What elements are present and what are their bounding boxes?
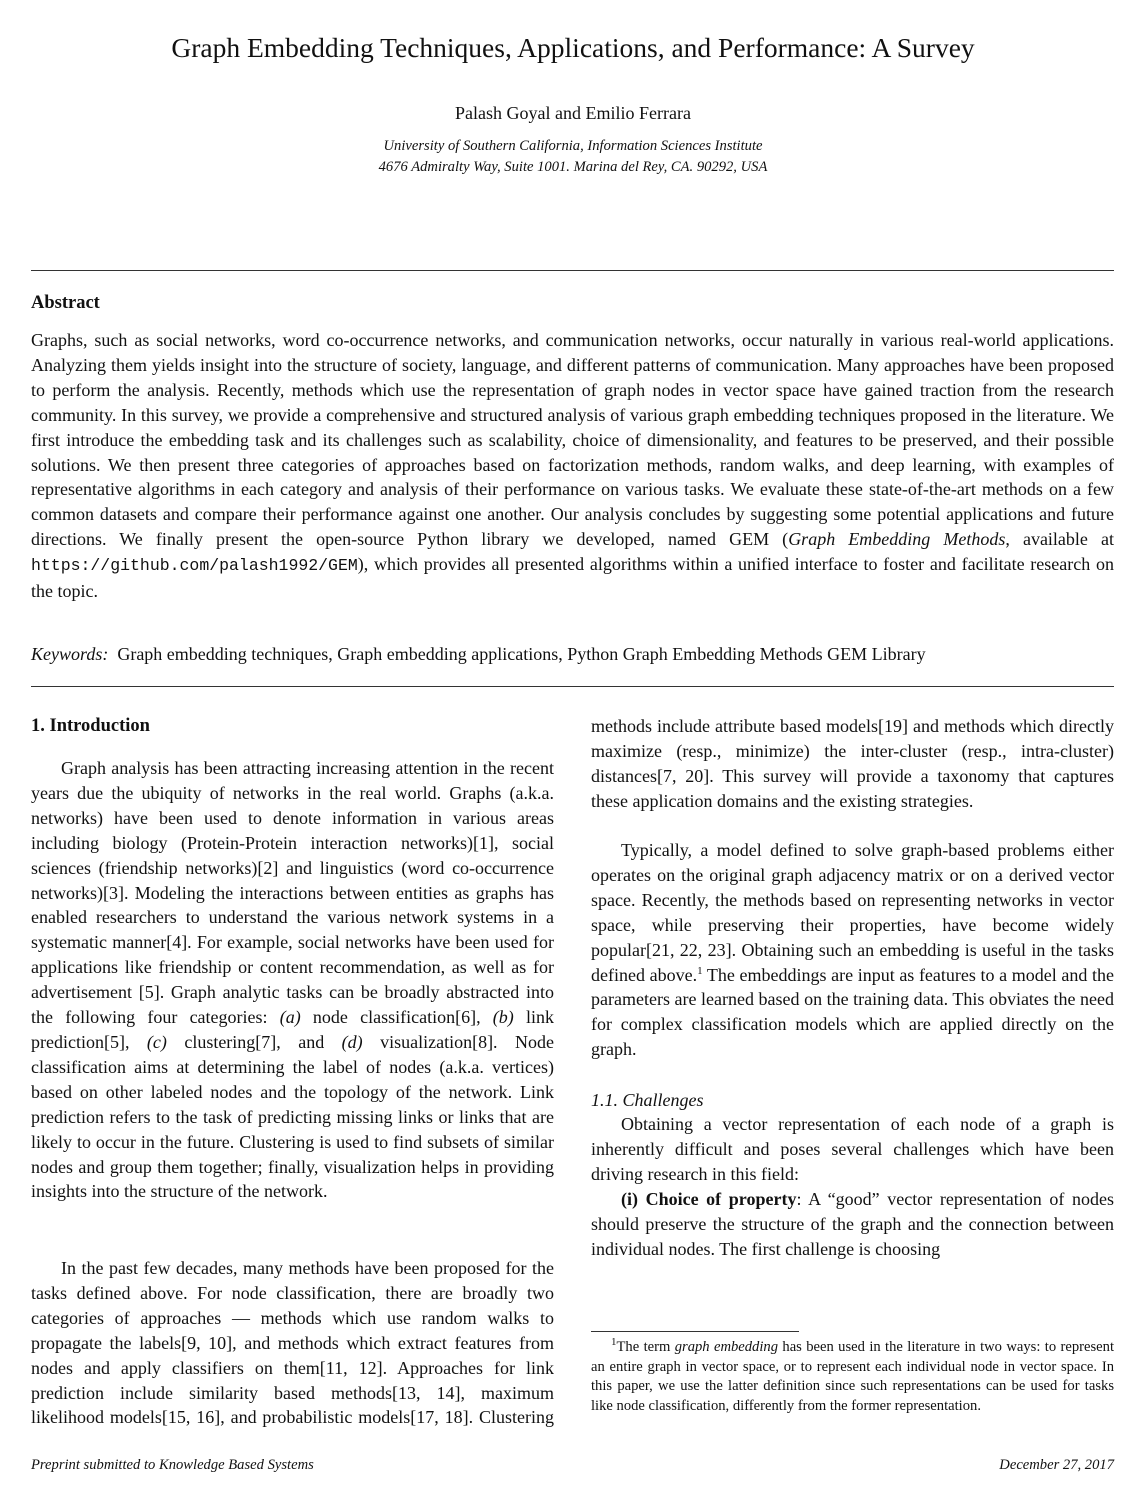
intro-paragraph-1 <box>31 756 554 1204</box>
abstract-heading: Abstract <box>31 293 100 313</box>
right-column <box>591 838 1114 1262</box>
intro-p3-text-a: Typically, a model defined to solve graph-based problems either operates on the original graph adjacency matrix or on a derived vector space. Recently, the methods based on representing networks in vector space, while preserving their properties, have become widely popular[21, 22, 23]. Obtaining such an embedding is useful in the tasks defined above. <box>591 840 1114 985</box>
intro-p1-text-d: clustering[7], and <box>166 1031 342 1052</box>
author-list: Palash Goyal and Emilio Ferrara <box>455 103 691 123</box>
left-column <box>31 714 554 1204</box>
footnote-term: graph embedding <box>674 1339 779 1355</box>
abstract-text-part-1: Graphs, such as social networks, word co-occurrence networks, and communication networks, occur naturally in various real-world applications. Analyzing them yields insight into the structure of society, language, and different patterns of communication. Many approaches have been proposed to perform the analysis. Recently, methods which use the representation of graph nodes in vector space have gained traction from the research community. In this survey, we provide a comprehensive and structured analysis of various graph embedding techniques proposed in the literature. We first introduce the embedding task and its challenges such as scalability, choice of dimensionality, and features to be preserved, and their possible solutions. We then present three categories of approaches based on factorization methods, random walks, and deep learning, with examples of representative algorithms in each category and analysis of their performance on various tasks. We evaluate these state-of-the-art methods on a few common datasets and compare their performance against one another. Our analysis concludes by suggesting some potential applications and future directions. We finally present the open-source Python library we developed, named GEM ( <box>31 330 1114 550</box>
intro-paragraph-2-part-2 <box>591 714 1114 839</box>
intro-paragraph-2: In the past few decades, many methods have been proposed for the tasks defined above. For node classification, there are broadly two categories of approaches — methods which use random walks to propagate the labels[9, 10], and methods which extract features from nodes and apply classifiers on them[11, 12]. Approaches for link prediction include similarity based methods[13, 14], maximum likelihood models[15, 16], and probabilistic models[17, 18]. Clustering <box>31 1258 554 1428</box>
footnote-reference[interactable]: 1 <box>697 964 703 977</box>
task-label-a: (a) <box>279 1007 301 1028</box>
footnote-1 <box>591 1338 1114 1416</box>
intro-paragraph-3 <box>591 838 1114 1062</box>
challenges-paragraph-2 <box>591 1187 1114 1262</box>
abstract-body <box>31 328 1114 604</box>
intro-p1-text-b: node classification[6], <box>300 1007 493 1028</box>
abstract-text-part-3: ), which provides all presented algorithms within a unified interface to foster and facilitate research on the topic. <box>31 554 1114 602</box>
github-url[interactable]: https://github.com/palash1992/GEM <box>31 556 358 576</box>
challenge-text-choice-of-property: : A “good” vector representation of nodes should preserve the structure of the graph and the connection between individual nodes. The first challenge is choosing <box>591 1188 1114 1259</box>
challenge-label-choice-of-property: (i) Choice of property <box>621 1188 797 1209</box>
footer-date: December 27, 2017 <box>999 1457 1114 1473</box>
intro-p1-text-a: Graph analysis has been attracting increasing attention in the recent years due the ubiquity of networks in the real world. Graphs (a.k.a. networks) have been used to denote information in various areas including biology (Protein-Protein interaction networks)[1], social sciences (friendship networks)[2] and linguistics (word co-occurrence networks)[3]. Modeling the interactions between entities as graphs has enabled researchers to understand the various network systems in a systematic manner[4]. For example, social networks have been used for applications like friendship or content recommendation, as well as for advertisement [5]. Graph analytic tasks can be broadly abstracted into the following four categories: <box>31 758 554 1028</box>
affiliation-line-1: University of Southern California, Information Sciences Institute <box>383 138 763 154</box>
intro-p1-text-e: visualization[8]. Node classification aims at determining the label of nodes (a.k.a. vertices) based on other labeled nodes and the topology of the network. Link prediction refers to the task of predicting missing links or links that are likely to occur in the future. Clustering is used to find subsets of similar nodes and group them together; finally, visualization helps in providing insights into the structure of the network. <box>31 1031 554 1202</box>
paper-title: Graph Embedding Techniques, Applications, and Performance: A Survey <box>171 32 975 63</box>
intro-paragraph-2-copy: methods include attribute based models[19] and methods which directly maximize (resp., minimize) the inter-cluster (resp., intra-cluster) distances[7, 20]. This survey will provide a taxonomy that captures these application domains and the existing strategies. <box>591 716 1114 811</box>
footnote-text-b: has been used in the literature in two ways: to represent an entire graph in vector space, or to represent each individual node in vector space. In this paper, we use the latter definition since such representations can be used for tasks like node classification, differently from the former representation. <box>591 1339 1114 1414</box>
intro-p3-text-b: The embeddings are input as features to a model and the parameters are learned based on the training data. This obviates the need for complex classification models which are applied directly on the graph. <box>591 964 1114 1060</box>
task-label-d: (d) <box>341 1031 363 1052</box>
footnote-divider <box>591 1331 799 1332</box>
intro-paragraph-2-part-1 <box>31 1256 554 1430</box>
affiliation-line-2: 4676 Admiralty Way, Suite 1001. Marina del Rey, CA. 90292, USA <box>378 159 768 175</box>
abstract-text-part-2: , available at <box>1005 529 1115 550</box>
abstract-divider <box>31 686 1114 687</box>
section-heading-introduction: 1. Introduction <box>31 716 150 736</box>
intro-paragraph-2-continuation <box>591 714 1114 814</box>
task-label-b: (b) <box>492 1007 514 1028</box>
keywords-text: Graph embedding techniques, Graph embedding applications, Python Graph Embedding Methods GEM Library <box>117 644 926 664</box>
keywords <box>31 642 1114 667</box>
subsection-heading-challenges: 1.1. Challenges <box>591 1090 704 1111</box>
footnote-text-a: The term <box>616 1339 675 1355</box>
intro-p1-text-c: link prediction[5], <box>31 1007 554 1052</box>
keywords-label: Keywords: <box>31 644 109 664</box>
library-title: Graph Embedding Methods <box>788 529 1006 550</box>
challenges-paragraph-1: Obtaining a vector representation of each node of a graph is inherently difficult and poses several challenges which have been driving research in this field: <box>591 1114 1114 1184</box>
top-divider <box>31 270 1114 271</box>
footer-preprint-note: Preprint submitted to Knowledge Based Systems <box>31 1457 314 1473</box>
task-label-c: (c) <box>146 1031 167 1052</box>
footnote-mark: 1 <box>611 1336 617 1349</box>
